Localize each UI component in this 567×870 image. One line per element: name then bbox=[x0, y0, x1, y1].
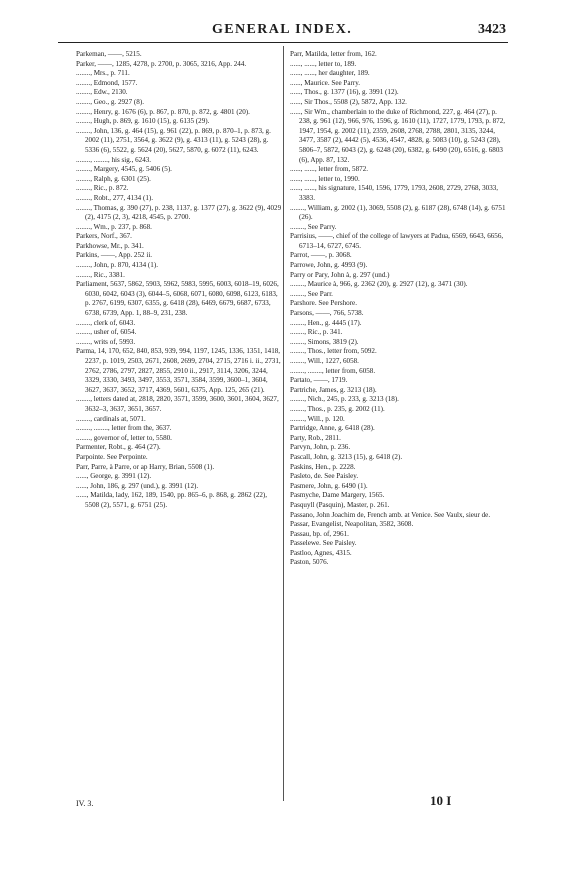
index-entry: Paston, 5076. bbox=[290, 558, 329, 567]
index-entry: ......, George, g. 3991 (12). bbox=[76, 472, 152, 481]
index-entry: Pasquyll (Pasquin), Master, p. 261. bbox=[290, 500, 390, 509]
index-entry: ........, governor of, letter to, 5580. bbox=[76, 433, 172, 442]
index-entry: Parkeman, ——, 5215. bbox=[76, 50, 142, 58]
index-entry: ........, Edmond, 1577. bbox=[76, 78, 138, 87]
index-entry: Parrisius, ——, chief of the college of lawyers at Padua, 6569, 6643, 6656, 6713–14, 6727, 6745. bbox=[290, 232, 504, 250]
index-entry: ......, ......, letter to, 189. bbox=[290, 59, 357, 68]
index-entry: Parrot, ——, p. 3068. bbox=[290, 251, 352, 260]
index-entry: ........, Thos., p. 235, g. 2002 (11). bbox=[290, 404, 385, 413]
index-entry: ........, Will., p. 120. bbox=[290, 414, 345, 423]
index-entry: ........, Mrs., p. 711. bbox=[76, 69, 130, 78]
index-entry: ........, Wm., p. 237, p. 868. bbox=[76, 222, 152, 231]
index-entry: ........, Hen., g. 4445 (17). bbox=[290, 318, 362, 327]
index-entry: ......, Sir Thos., 5508 (2), 5872, App. 132. bbox=[290, 97, 407, 106]
index-entry: ........, Ralph, g. 6301 (25). bbox=[76, 174, 151, 183]
index-entry: Parshore. See Pershore. bbox=[290, 299, 357, 308]
index-entry: ........, ........, his sig., 6243. bbox=[76, 155, 152, 164]
column-divider bbox=[283, 46, 284, 801]
index-entry: Paskins, Hen., p. 2228. bbox=[290, 462, 356, 471]
index-entry: ......, Matilda, lady, 162, 189, 1540, pp. 865–6, p. 868, g. 2862 (22), 5508 (2), 5571, g. 6751 (25). bbox=[76, 491, 268, 509]
index-entry: Parrowe, John, g. 4993 (9). bbox=[290, 261, 368, 270]
sheet-mark: 10 I bbox=[430, 793, 452, 808]
header-rule bbox=[58, 42, 508, 43]
index-entry: ......, John, 186, g. 297 (und.), g. 3991 (12). bbox=[76, 481, 199, 490]
index-entry: ........, Thomas, g. 390 (27), p. 238, 1137, g. 1377 (27), g. 3622 (9), 4029 (2), 4175 (2, 3), 4218, 4545, p. 2700. bbox=[76, 203, 282, 222]
index-column-left bbox=[76, 50, 282, 511]
index-entry: ........, Geo., g. 2927 (8). bbox=[76, 97, 144, 106]
index-entry: Passau, bp. of, 2961. bbox=[290, 529, 349, 538]
index-entry: ........, Nich., 245, p. 233, g. 3213 (18). bbox=[290, 395, 399, 404]
index-entry: Parry or Pary, John à, g. 297 (und.) bbox=[290, 270, 390, 279]
index-entry: Pasleto, de. See Paisley. bbox=[290, 472, 359, 481]
index-entry: Parpointe. See Perpointe. bbox=[76, 452, 148, 461]
index-entry: Pasmere, John, g. 6490 (1). bbox=[290, 481, 368, 490]
index-entry: Parr, Matilda, letter from, 162. bbox=[290, 50, 377, 58]
index-entry: ........, usher of, 6054. bbox=[76, 328, 137, 337]
index-entry: ........, Ric., p. 341. bbox=[290, 328, 343, 337]
index-entry: Partriche, James, g. 3213 (18). bbox=[290, 385, 377, 394]
index-entry: Parsons, ——, 766, 5738. bbox=[290, 309, 364, 318]
index-entry: ........, Henry, g. 1676 (6), p. 867, p. 870, p. 872, g. 4801 (20). bbox=[76, 107, 250, 116]
signature-mark: IV. 3. bbox=[76, 799, 94, 808]
index-entry: ......, ......, her daughter, 189. bbox=[290, 69, 370, 78]
index-entry: Passar, Evangelist, Neapolitan, 3582, 3608. bbox=[290, 520, 414, 529]
index-entry: Parvyn, John, p. 236. bbox=[290, 443, 351, 452]
index-entry: ........, Will., 1227, 6058. bbox=[290, 357, 359, 365]
index-column-right bbox=[290, 50, 508, 568]
index-entry: Parliament, 5637, 5862, 5903, 5962, 5983, 5995, 6003, 6018–19, 6026, 6030, 6042, 6043 (3), 6044–5, 6068, 6071, 6080, 6098, 6123, 6183, p. 2767, 6199, 6307, 6355, g. 6418 (28), 6469, 6679, 6687, 6733, 6738, 6739, App. 1, 88–9, 231, 238. bbox=[76, 280, 279, 318]
index-entry: Party, Rob., 2811. bbox=[290, 433, 341, 442]
index-entry: ........, Edw., 2130. bbox=[76, 88, 128, 97]
index-entry: ......, Thos., g. 1377 (16), g. 3991 (12). bbox=[290, 88, 399, 97]
index-entry: Parma, 14, 170, 652, 840, 853, 939, 994, 1197, 1245, 1336, 1351, 1418, 2237, p. 1019, 2503, 2671, 2608, 2699, 2704, 2715, 2716 i. ii., 2731, 2762, 2786, 2797, 2827, 2855, 2910 ii., 2917, 3114, 3206, 3244, 3329, 3330, 3493, 3497, 3553, 3571, 3584, 3599, 3600–1, 3604, 3627, 3637, 3652, 3717, 4369, 5601, 6375, App. 125, 265 (21). bbox=[76, 347, 281, 394]
index-entry: Partato, ——, 1719. bbox=[290, 376, 348, 385]
index-entry: ........, clerk of, 6043. bbox=[76, 318, 136, 327]
index-entry: Parmenter, Robt., g. 464 (27). bbox=[76, 443, 161, 452]
index-entry: Parkins, ——, App. 252 ii. bbox=[76, 251, 153, 260]
index-entry: ......, ......, his signature, 1540, 1596, 1779, 1793, 2608, 2729, 2768, 3033, 3383. bbox=[290, 184, 499, 202]
index-entry: Parr, Parre, à Parre, or ap Harry, Brian, 5508 (1). bbox=[76, 462, 215, 471]
index-entry: ........, Maurice à, 966, g. 2362 (20), g. 2927 (12), g. 3471 (30). bbox=[290, 280, 468, 289]
index-entry: ........, ........, letter from, 6058. bbox=[290, 366, 376, 375]
index-entry: Parker, ——, 1285, 4278, p. 2700, p. 3065, 3216, App. 244. bbox=[76, 59, 247, 68]
index-entry: ......, Maurice. See Parry. bbox=[290, 78, 361, 87]
index-entry: ......, Sir Wm., chamberlain to the duke of Richmond, 227, g. 464 (27), p. 238, g. 961 (12), 966, 976, 1596, g. 1610 (11), 1727, 1779, 1793, p. 872, 1947, 1954, g. 2002 (11), 2359, 2608, 2768, 2788, 2801, 3135, 3244, 3477, 3587 (2), 4442 (5), 4536, 4547, 4828, g. 5083 (10), g. 5243 (28), 5806–7, 5872, 6043 (2), g. 6248 (20), 6382, g. 6490 (20), 6516, g. 6803 (6), App. 87, 132. bbox=[290, 107, 506, 164]
index-entry: ........, Thos., letter from, 5092. bbox=[290, 347, 377, 356]
index-entry: ........, Simons, 3819 (2). bbox=[290, 337, 359, 346]
index-entry: Pascall, John, g. 3213 (15), g. 6418 (2). bbox=[290, 452, 403, 461]
index-entry: Passelewe. See Paisley. bbox=[290, 539, 357, 548]
index-entry: Parkhowse, Mr., p. 341. bbox=[76, 241, 144, 250]
index-entry: ........, Robt., 277, 4134 (1). bbox=[76, 193, 154, 202]
index-entry: ........, William, g. 2002 (1), 3069, 5508 (2), g. 6187 (28), 6748 (14), g. 6751 (26). bbox=[290, 203, 506, 222]
index-entry: Passano, John Joachim de, French amb. at Venice. See Vaulx, sieur de. bbox=[290, 510, 491, 519]
index-entry: ........, John, p. 870, 4134 (1). bbox=[76, 261, 158, 270]
index-entry: ........, See Parr. bbox=[290, 289, 333, 298]
index-entry: ........, Margery, 4545, g. 5406 (5). bbox=[76, 165, 172, 174]
index-entry: ........, John, 136, g. 464 (15), g. 961 (22), p. 869, p. 870–1, p. 873, g. 2002 (11), 2751, 3564, g. 3622 (9), g. 4313 (11), g. 5243 (28), g. 5336 (6), 5522, g. 5624 (20), 5627, 5870, g. 6072 (11), 6243. bbox=[76, 126, 271, 154]
index-entry: ........, ........, letter from the, 3637. bbox=[76, 424, 172, 433]
running-title: GENERAL INDEX. bbox=[212, 22, 353, 37]
index-entry: ........, See Parry. bbox=[290, 222, 337, 231]
page-header bbox=[62, 22, 506, 44]
index-entry: ......, ......, letter from, 5872. bbox=[290, 165, 369, 174]
index-entry: ........, writs of, 5993. bbox=[76, 337, 136, 346]
page-number: 3423 bbox=[478, 22, 506, 37]
index-entry: ........, cardinals at, 5071. bbox=[76, 414, 146, 423]
index-entry: Pastloo, Agnes, 4315. bbox=[290, 548, 352, 557]
index-entry: ........, letters dated at, 2818, 2820, 3571, 3599, 3600, 3601, 3604, 3627, 3632–3, 3637, 3651, 3657. bbox=[76, 395, 279, 413]
index-entry: Parkers, Norf., 367. bbox=[76, 232, 132, 241]
index-entry: Partridge, Anne, g. 6418 (28). bbox=[290, 424, 375, 433]
index-entry: ........, Hugh, p. 869, g. 1610 (15), g. 6135 (29). bbox=[76, 117, 210, 126]
index-entry: Pasmyche, Dame Margery, 1565. bbox=[290, 491, 385, 500]
index-entry: ......, ......, letter to, 1990. bbox=[290, 174, 360, 183]
index-entry: ........, Ric., 3381. bbox=[76, 270, 125, 279]
index-entry: ........, Ric., p. 872. bbox=[76, 184, 129, 193]
